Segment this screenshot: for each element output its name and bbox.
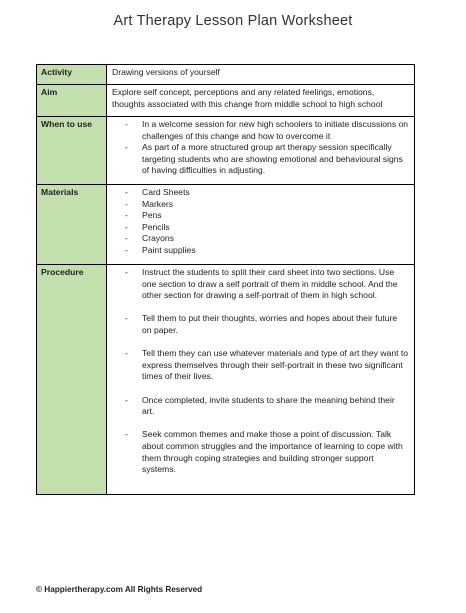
material-item-text: Card Sheets <box>142 187 190 197</box>
materials-label: Materials <box>37 185 107 265</box>
procedure-step <box>112 313 409 336</box>
when-to-use-item-text: As part of a more structured group art therapy session specifically targeting students who are showing emotional and behavioural signs of having difficulties in adjusting. <box>142 142 403 176</box>
table-row-procedure <box>37 265 415 495</box>
procedure-label: Procedure <box>37 265 107 495</box>
activity-label: Activity <box>37 65 107 85</box>
dash-bullet: - <box>125 221 128 232</box>
dash-bullet: - <box>125 119 128 129</box>
material-item <box>112 199 409 211</box>
material-item-text: Crayons <box>142 233 174 244</box>
activity-value: Drawing versions of yourself <box>107 65 415 85</box>
dash-bullet: - <box>125 198 128 209</box>
dash-bullet: - <box>125 187 128 197</box>
procedure-step-text: Tell them they can use whatever materials and type of art they want to express themselves through their self-portrait in these two significant times of their lives. <box>142 348 409 382</box>
dash-bullet: - <box>125 348 128 359</box>
table-row-aim <box>37 85 415 117</box>
dash-bullet: - <box>125 244 128 255</box>
material-item-text: Markers <box>142 198 174 209</box>
when-to-use-list <box>112 119 409 177</box>
dash-bullet: - <box>125 233 128 244</box>
when-to-use-item-text: In a welcome session for new high schoolers to initiate discussions on challenges of this change and how to overcome it <box>142 119 409 141</box>
procedure-list <box>112 267 409 476</box>
aim-label: Aim <box>37 85 107 117</box>
copyright-footer: © Happiertherapy.com All Rights Reserved <box>36 585 203 594</box>
procedure-step <box>112 395 409 418</box>
when-to-use-label: When to use <box>37 117 107 185</box>
table-row-materials <box>37 185 415 265</box>
aim-value: Explore self concept, perceptions and any related feelings, emotions, thoughts associated with this change from middle school to high school <box>107 85 415 117</box>
material-item <box>112 210 409 222</box>
material-item-text: Pencils <box>142 221 170 232</box>
dash-bullet: - <box>125 210 128 221</box>
material-item-text: Pens <box>142 210 162 221</box>
lesson-plan-table <box>36 64 415 495</box>
page-title: Art Therapy Lesson Plan Worksheet <box>113 13 353 29</box>
material-item <box>112 222 409 234</box>
procedure-step-text: Once completed, invite students to share the meaning behind their art. <box>142 394 395 417</box>
dash-bullet: - <box>125 142 128 153</box>
procedure-step <box>112 267 409 302</box>
procedure-step-text: Tell them to put their thoughts, worries and hopes about their future on paper. <box>142 313 398 335</box>
material-item <box>112 233 409 245</box>
materials-list <box>112 187 409 257</box>
material-item <box>112 187 409 199</box>
material-item-text: Paint supplies <box>142 244 196 255</box>
material-item <box>112 245 409 257</box>
when-to-use-item <box>112 142 409 177</box>
dash-bullet: - <box>125 267 128 277</box>
dash-bullet: - <box>125 429 128 440</box>
procedure-step <box>112 429 409 475</box>
when-to-use-item <box>112 119 409 142</box>
dash-bullet: - <box>125 313 128 324</box>
dash-bullet: - <box>125 394 128 405</box>
table-row-activity <box>37 65 415 85</box>
procedure-step-text: Instruct the students to split their card sheet into two sections. Use one section to draw a self portrait of them in middle school. And the other section for drawing a self-portrait of them in high school. <box>142 267 398 301</box>
procedure-step-text: Seek common themes and make those a point of discussion. Talk about common struggles and the importance of learning to cope with them through coping strategies and building stronger support systems. <box>142 429 403 475</box>
procedure-step <box>112 348 409 383</box>
table-row-when-to-use <box>37 117 415 185</box>
